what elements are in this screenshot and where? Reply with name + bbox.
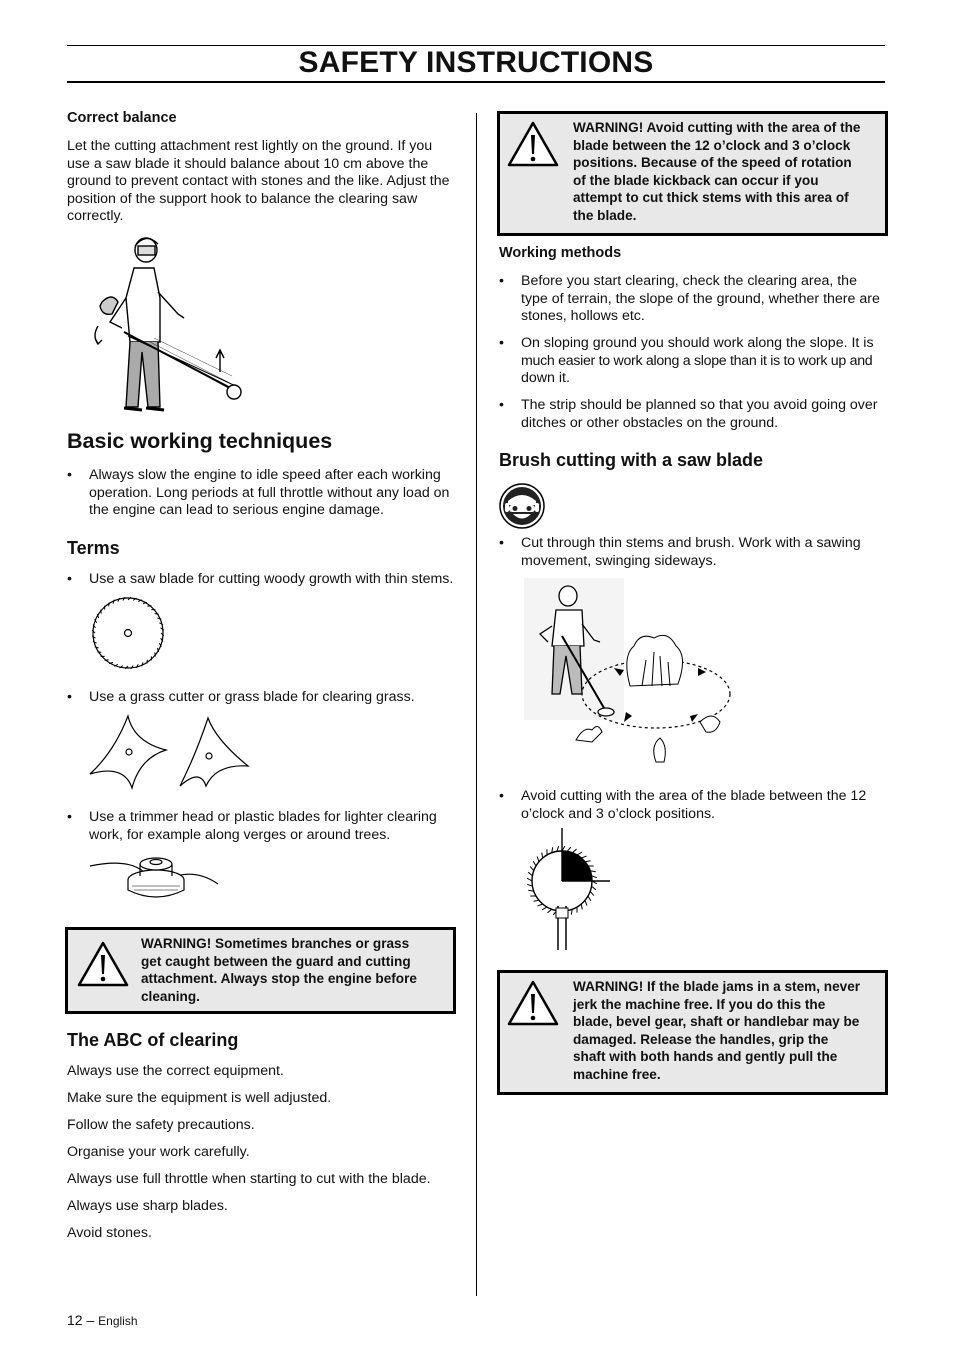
correct-balance-heading: Correct balance bbox=[67, 110, 177, 126]
abc-item: Always use full throttle when starting to cut with the blade. bbox=[67, 1171, 431, 1187]
terms-heading: Terms bbox=[67, 538, 120, 558]
working-methods-heading: Working methods bbox=[499, 245, 622, 261]
correct-balance-text: Let the cutting attachment rest lightly on the ground. If you use a saw blade it should balance about 10 cm above the ground to prevent contact with stones and the like. Adjust the position of the support hook to balance the clearing saw correctly. bbox=[67, 138, 450, 224]
abc-item: Organise your work carefully. bbox=[67, 1144, 250, 1160]
brush-cutting-heading: Brush cutting with a saw blade bbox=[499, 450, 764, 470]
basic-working-techniques-heading: Basic working techniques bbox=[67, 429, 333, 453]
warning-box-blade-jam: WARNING! If the blade jams in a stem, never jerk the machine free. If you do this the blade, bevel gear, shaft or handlebar may be damaged. Release the handles, grip the shaft with both hands and gently pull the machine free. bbox=[497, 970, 888, 1095]
page-number: 12 – bbox=[67, 1312, 95, 1328]
abc-of-clearing-heading: The ABC of clearing bbox=[67, 1030, 239, 1050]
warning-triangle-icon bbox=[506, 120, 560, 168]
footer bbox=[67, 1312, 138, 1328]
blade-kickback-zone-illustration bbox=[518, 826, 616, 952]
grass-blade-icon bbox=[88, 714, 252, 792]
abc-item: Make sure the equipment is well adjusted. bbox=[67, 1090, 332, 1106]
protective-gear-icon bbox=[499, 483, 545, 529]
page-title: SAFETY INSTRUCTIONS bbox=[298, 46, 654, 79]
trimmer-head-icon bbox=[88, 850, 222, 908]
warning-triangle-icon bbox=[506, 979, 560, 1027]
warning-box-branches: WARNING! Sometimes branches or grass get caught between the guard and cutting attachment. Always stop the engine before cleaning. bbox=[65, 927, 456, 1014]
warning-box-kickback: WARNING! Avoid cutting with the area of the blade between the 12 o’clock and 3 o’clock positions. Because of the speed of rotation of the blade kickback can occur if you attempt to cut thick stems with this area of the blade. bbox=[497, 111, 888, 236]
warning-triangle-icon bbox=[76, 940, 130, 988]
abc-item: Avoid stones. bbox=[67, 1225, 152, 1241]
abc-item: Follow the safety precautions. bbox=[67, 1117, 255, 1133]
abc-item: Always use the correct equipment. bbox=[67, 1063, 284, 1079]
column-divider bbox=[476, 113, 477, 1296]
saw-blade-icon bbox=[90, 596, 168, 672]
footer-language: English bbox=[98, 1314, 138, 1328]
operator-balance-illustration bbox=[88, 232, 248, 414]
header-rule-bottom bbox=[67, 81, 885, 83]
brush-cutting-illustration bbox=[522, 576, 732, 768]
bullet-dot: • bbox=[67, 467, 72, 483]
abc-item: Always use sharp blades. bbox=[67, 1198, 228, 1214]
